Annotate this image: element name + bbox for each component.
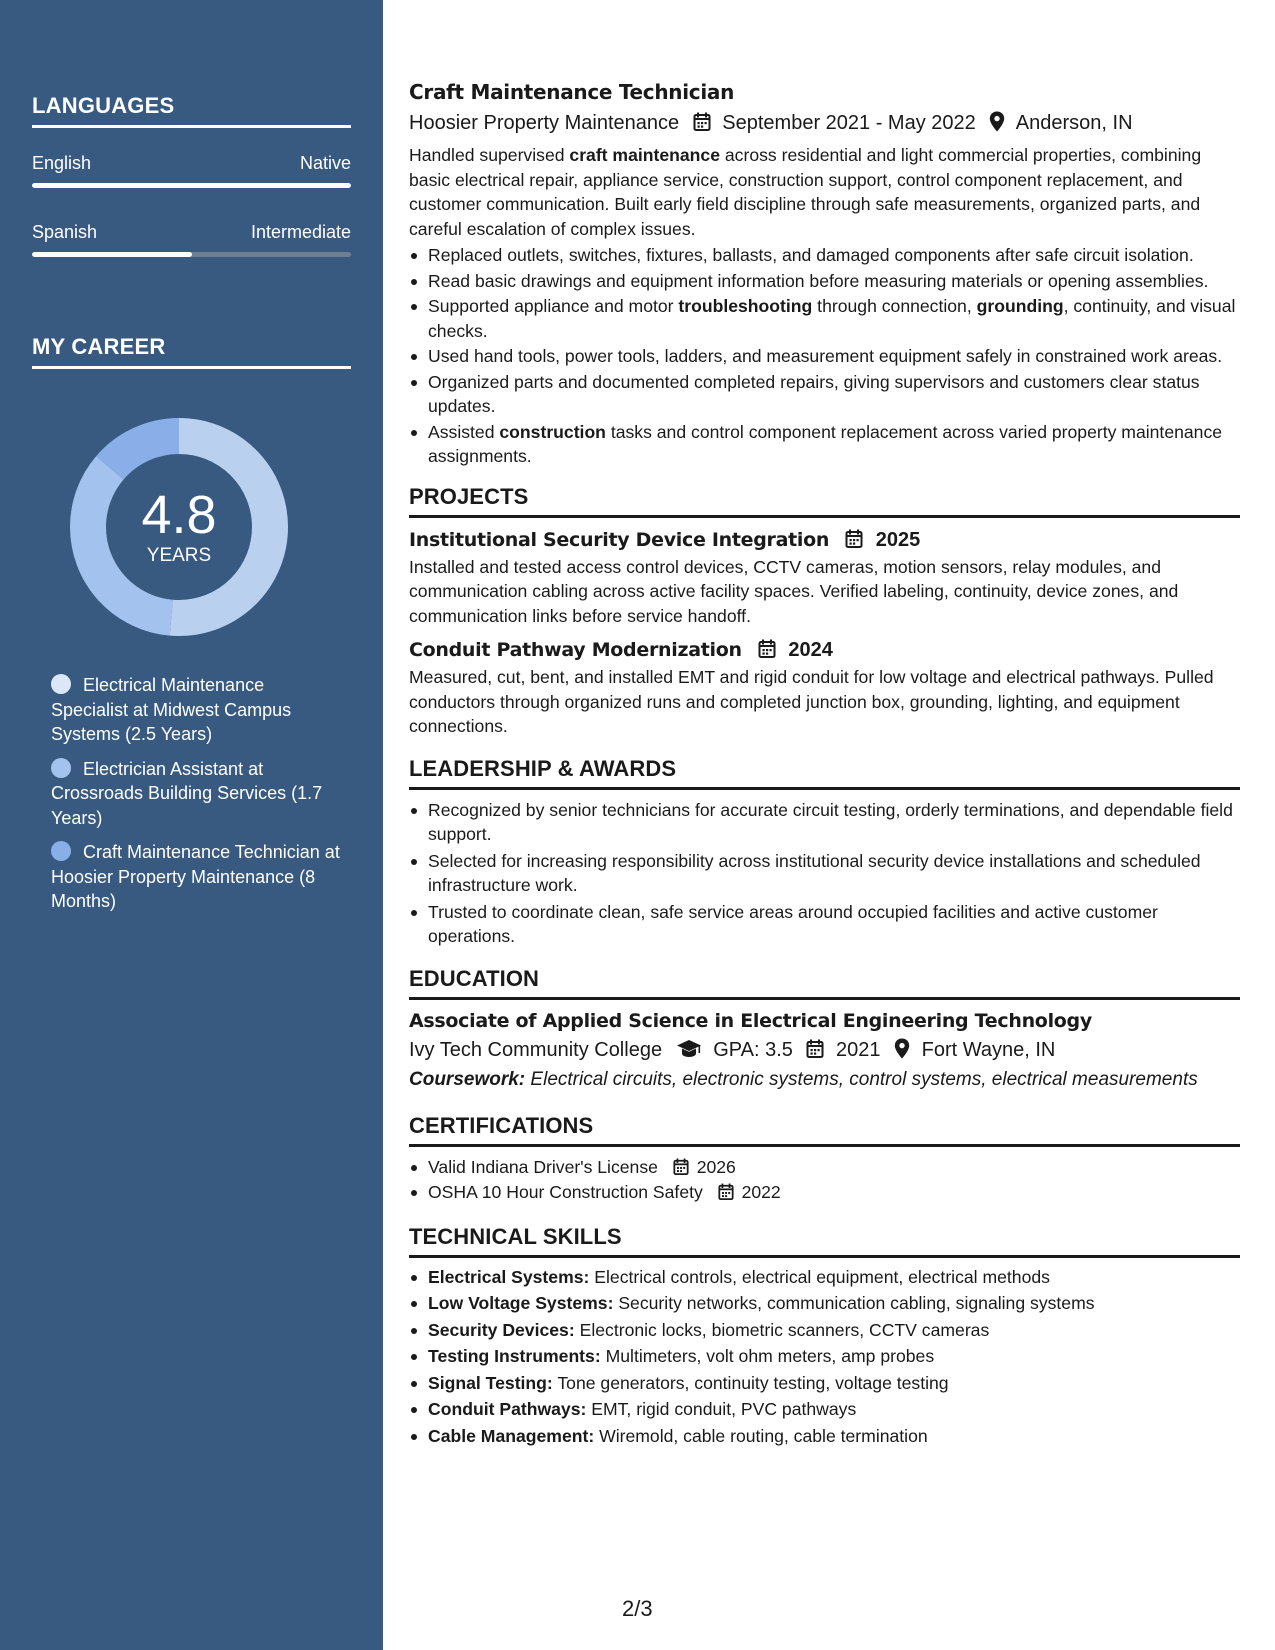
career-item (51, 757, 341, 831)
coursework-text: Electrical circuits, electronic systems, control systems, electrical measurements (525, 1068, 1198, 1090)
career-item-text: Craft Maintenance Technician at Hoosier Property Maintenance (8 Months) (51, 842, 340, 911)
career-list (51, 673, 341, 924)
career-item-text: Electrician Assistant at Crossroads Building Services (1.7 Years) (51, 758, 323, 828)
calendar-icon (693, 112, 711, 132)
leadership-list (409, 798, 1240, 949)
language-item-spanish (32, 221, 351, 257)
skill-item (409, 1318, 1240, 1343)
career-item (51, 840, 341, 914)
skill-item (409, 1265, 1240, 1290)
bold-text: construction (499, 421, 606, 442)
leadership-item: Selected for increasing responsibility across institutional security device installations and scheduled infrastructure work. (409, 849, 1240, 898)
text-run: Supported appliance and motor (428, 296, 679, 316)
education-meta (409, 1036, 1240, 1064)
language-level: Intermediate (250, 222, 351, 242)
certifications-heading: CERTIFICATIONS (409, 1112, 1240, 1147)
calendar-icon (673, 1158, 689, 1176)
text-run: tasks and control component replacement across varied property maintenance assignments. (428, 421, 1223, 466)
bold-text: grounding (976, 296, 1064, 316)
languages-heading: LANGUAGES (32, 93, 351, 128)
main-content (409, 78, 1240, 1448)
job-bullet (409, 269, 1240, 294)
career-heading: MY CAREER (32, 334, 351, 369)
project-description: Installed and tested access control devices, CCTV cameras, motion sensors, relay modules, and communication cabling across active facility spaces. Verified labeling, continuity, device zones, and communication links before service handoff. (409, 556, 1179, 626)
job-meta (409, 109, 1240, 137)
job-company: Hoosier Property Maintenance (409, 112, 680, 134)
map-pin-icon (894, 1038, 910, 1059)
skill-label: Electrical Systems: (428, 1266, 590, 1287)
skill-label: Low Voltage Systems: (428, 1293, 614, 1313)
calendar-icon (845, 529, 863, 549)
project-title (409, 636, 1240, 664)
calendar-icon (806, 1039, 824, 1059)
skill-value: Security networks, communication cabling, signaling systems (613, 1293, 1095, 1313)
skill-label: Signal Testing: (428, 1372, 553, 1393)
certification-item (409, 1180, 1240, 1205)
skill-item (409, 1397, 1240, 1422)
skill-value: Electronic locks, biometric scanners, CCTV cameras (574, 1319, 990, 1340)
job-bullets (409, 243, 1240, 469)
graduation-cap-icon (676, 1039, 702, 1059)
project-title (409, 526, 1240, 554)
career-dot-icon (51, 674, 71, 694)
calendar-icon (758, 639, 776, 659)
sidebar (0, 0, 383, 1650)
language-bar-fill (32, 183, 351, 188)
calendar-icon (718, 1183, 734, 1201)
language-item-english (32, 152, 351, 188)
text-run: Read basic drawings and equipment information before measuring materials or opening assemblies. (428, 270, 1209, 291)
certification-year: 2022 (741, 1182, 781, 1202)
skill-value: Wiremold, cable routing, cable termination (594, 1425, 928, 1446)
language-bar (32, 183, 351, 188)
career-total-unit: YEARS (146, 545, 212, 566)
career-dot-icon (51, 841, 71, 861)
job-location: Anderson, IN (1015, 112, 1133, 134)
language-level: Native (299, 153, 351, 173)
language-name: Spanish (32, 222, 98, 242)
project-year: 2024 (788, 639, 833, 661)
certifications-list (409, 1155, 1240, 1205)
education-year: 2021 (836, 1038, 881, 1061)
job-bullet (409, 344, 1240, 369)
projects-heading: PROJECTS (409, 483, 1240, 518)
skill-label: Cable Management: (428, 1425, 595, 1446)
education-degree: Associate of Applied Science in Electrical Engineering Technology (409, 1009, 1092, 1032)
leadership-item: Recognized by senior technicians for accurate circuit testing, orderly terminations, and dependable field support. (409, 798, 1240, 847)
job-bullet (409, 294, 1240, 343)
language-bar (32, 252, 351, 257)
project-name: Conduit Pathway Modernization (409, 639, 742, 661)
career-donut-chart (66, 414, 292, 640)
skill-item (409, 1344, 1240, 1369)
skill-item (409, 1291, 1240, 1316)
text-run: Replaced outlets, switches, fixtures, ballasts, and damaged components after safe circuit isolation. (428, 245, 1194, 265)
leadership-heading: LEADERSHIP & AWARDS (409, 755, 1240, 790)
leadership-item: Trusted to coordinate clean, safe service areas around occupied facilities and active customer operations. (409, 900, 1240, 949)
skill-label: Conduit Pathways: (428, 1399, 587, 1419)
career-item (51, 673, 341, 747)
skill-label: Testing Instruments: (428, 1346, 601, 1366)
text-run: Handled supervised (409, 145, 570, 165)
certification-item (409, 1155, 1240, 1180)
certification-year: 2026 (696, 1156, 736, 1177)
career-donut-center (66, 414, 292, 640)
language-bar-fill (32, 252, 192, 257)
skill-label: Security Devices: (428, 1319, 575, 1340)
text-run: , continuity, and visual checks. (428, 296, 1236, 341)
skill-item (409, 1424, 1240, 1449)
bold-text: troubleshooting (678, 296, 813, 316)
career-total-value: 4.8 (141, 485, 217, 545)
skill-value: Multimeters, volt ohm meters, amp probes (600, 1346, 935, 1366)
education-heading: EDUCATION (409, 965, 1240, 1000)
skill-value: Tone generators, continuity testing, voltage testing (552, 1372, 949, 1393)
project-name: Institutional Security Device Integration (409, 528, 830, 551)
skill-item (409, 1371, 1240, 1396)
text-run: Assisted (428, 421, 500, 442)
text-run: Used hand tools, power tools, ladders, and measurement equipment safely in constrained work areas. (428, 346, 1223, 366)
job-dates: September 2021 - May 2022 (722, 112, 976, 134)
text-run: Organized parts and documented completed repairs, giving supervisors and customers clear status updates. (428, 371, 1200, 416)
skills-heading: TECHNICAL SKILLS (409, 1223, 1240, 1258)
job-bullet (409, 243, 1240, 268)
skills-list (409, 1265, 1240, 1449)
skill-value: Electrical controls, electrical equipment, electrical methods (589, 1266, 1050, 1287)
coursework-label: Coursework: (409, 1068, 526, 1090)
education-location: Fort Wayne, IN (921, 1038, 1056, 1061)
bold-text: craft maintenance (569, 145, 720, 165)
project-description: Measured, cut, bent, and installed EMT and rigid conduit for low voltage and electrical pathways. Pulled conductors through organized runs and completed junction box, grounding, lighting, and equipment connections. (409, 667, 1214, 736)
job-title: Craft Maintenance Technician (409, 80, 735, 104)
skill-value: EMT, rigid conduit, PVC pathways (586, 1399, 857, 1419)
job-bullet (409, 370, 1240, 419)
education-school: Ivy Tech Community College (409, 1038, 663, 1061)
certification-name: OSHA 10 Hour Construction Safety (428, 1182, 703, 1202)
education-gpa: GPA: 3.5 (713, 1038, 793, 1061)
certification-name: Valid Indiana Driver's License (428, 1156, 658, 1177)
page-number: 2/3 (622, 1596, 653, 1621)
career-dot-icon (51, 758, 71, 778)
education-coursework (409, 1068, 1240, 1092)
career-item-text: Electrical Maintenance Specialist at Midwest Campus Systems (2.5 Years) (51, 675, 292, 744)
project-year: 2025 (875, 528, 921, 551)
job-bullet (409, 420, 1240, 469)
map-pin-icon (989, 111, 1005, 132)
text-run: across residential and light commercial properties, combining basic electrical repair, appliance service, construction support, control component replacement, and customer communication. Built early field discipline through safe measurements, organized parts, and careful escalation of complex issues. (409, 145, 1202, 239)
job-summary (409, 143, 1240, 241)
language-name: English (32, 153, 92, 173)
text-run: through connection, (812, 296, 977, 316)
